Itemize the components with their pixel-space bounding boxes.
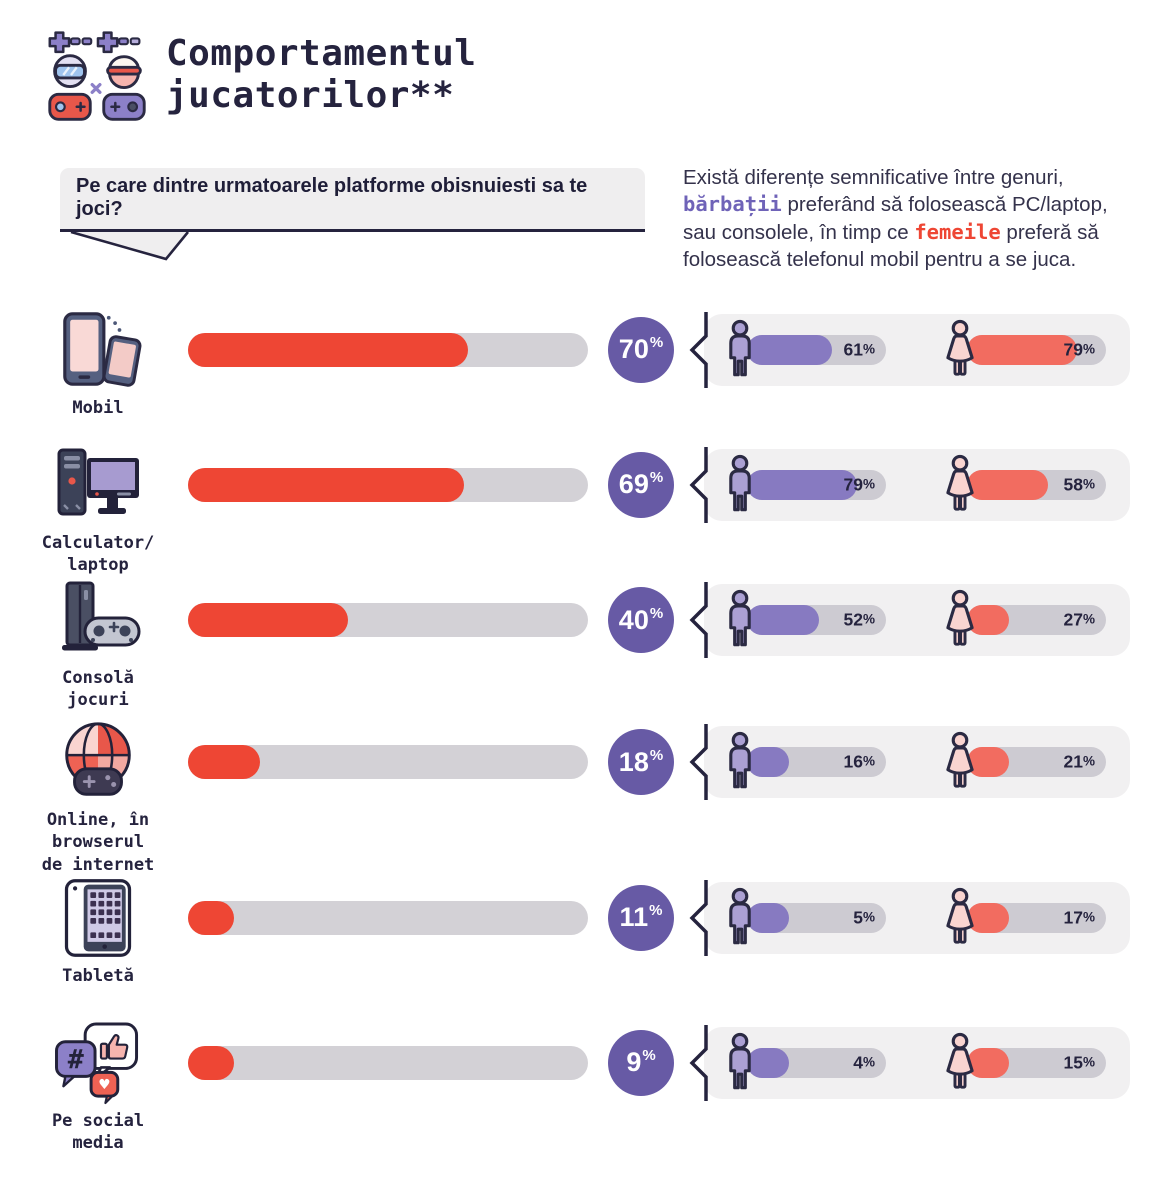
female-value: 58% bbox=[1063, 474, 1095, 495]
total-bar-track bbox=[188, 1046, 588, 1080]
gender-panel bbox=[704, 584, 1130, 656]
total-bar-track bbox=[188, 901, 588, 935]
male-group bbox=[718, 1032, 886, 1094]
row-mobil bbox=[42, 308, 1175, 419]
total-percent-badge: 40 % bbox=[608, 587, 674, 653]
total-percent-badge: 18 % bbox=[608, 729, 674, 795]
title-line-1: Comportamentul bbox=[166, 32, 477, 74]
insight-part3: preferă să folosească telefonul mobil pentru a se juca. bbox=[683, 220, 1099, 272]
male-bar-track bbox=[747, 335, 886, 365]
chevron-left-icon bbox=[687, 310, 711, 390]
insight-part2: preferând să folosească PC/laptop, sau consolele, în timp ce bbox=[683, 193, 1108, 244]
male-group bbox=[718, 319, 886, 381]
female-group bbox=[938, 887, 1106, 949]
total-percent-badge: 11 % bbox=[608, 885, 674, 951]
gamers-icon bbox=[44, 26, 150, 124]
male-icon bbox=[718, 319, 762, 381]
female-group bbox=[938, 454, 1106, 516]
total-bar-fill bbox=[188, 745, 260, 779]
female-bar-fill bbox=[967, 335, 1077, 365]
male-value: 61% bbox=[843, 339, 875, 360]
female-icon bbox=[938, 589, 982, 651]
female-group bbox=[938, 1032, 1106, 1094]
svg-text:#: # bbox=[67, 1044, 84, 1076]
row-social bbox=[42, 1021, 1175, 1154]
female-value: 79% bbox=[1063, 339, 1095, 360]
chevron-left-icon bbox=[687, 445, 711, 525]
title-line-2: jucatorilor** bbox=[166, 75, 455, 116]
female-bar-track bbox=[967, 1048, 1106, 1078]
male-icon bbox=[718, 731, 762, 793]
male-value: 5% bbox=[853, 907, 875, 928]
platform-rows bbox=[0, 308, 1175, 1154]
gender-panel bbox=[704, 882, 1130, 954]
game-console-icon bbox=[51, 578, 146, 662]
gender-panel bbox=[704, 449, 1130, 521]
total-bar-fill bbox=[188, 603, 348, 637]
male-bar-track bbox=[747, 470, 886, 500]
female-bar-track bbox=[967, 903, 1106, 933]
female-bar-track bbox=[967, 605, 1106, 635]
total-bar-track bbox=[188, 603, 588, 637]
male-bar-fill bbox=[747, 470, 857, 500]
insight-male-highlight: bărbații bbox=[683, 192, 782, 217]
female-group bbox=[938, 319, 1106, 381]
total-percent-badge: 70 % bbox=[608, 317, 674, 383]
speech-tail bbox=[68, 232, 194, 264]
male-value: 16% bbox=[843, 751, 875, 772]
tablet-icon bbox=[53, 876, 143, 960]
chevron-left-icon bbox=[687, 1023, 711, 1103]
female-icon bbox=[938, 454, 982, 516]
gender-panel bbox=[704, 314, 1130, 386]
male-value: 52% bbox=[843, 609, 875, 630]
insight-female-highlight: femeile bbox=[914, 219, 1001, 244]
row-online bbox=[42, 720, 1175, 875]
desktop-computer-icon bbox=[51, 443, 146, 527]
female-value: 21% bbox=[1063, 751, 1095, 772]
total-bar-fill bbox=[188, 333, 468, 367]
row-tableta bbox=[42, 876, 1175, 987]
page-title bbox=[166, 33, 476, 117]
male-icon bbox=[718, 454, 762, 516]
mobile-phones-icon bbox=[52, 308, 144, 392]
male-bar-track bbox=[747, 747, 886, 777]
top-section bbox=[60, 168, 1130, 274]
total-percent-badge: 69 % bbox=[608, 452, 674, 518]
male-bar-track bbox=[747, 605, 886, 635]
male-icon bbox=[718, 887, 762, 949]
female-icon bbox=[938, 731, 982, 793]
row-consola bbox=[42, 578, 1175, 711]
female-group bbox=[938, 731, 1106, 793]
platform-label: Pe social media bbox=[51, 1110, 145, 1153]
female-group bbox=[938, 589, 1106, 651]
social-media-icon bbox=[51, 1021, 146, 1105]
female-bar-track bbox=[967, 747, 1106, 777]
svg-text:♥: ♥ bbox=[97, 1076, 111, 1093]
male-value: 4% bbox=[853, 1052, 875, 1073]
total-bar-track bbox=[188, 745, 588, 779]
total-bar-fill bbox=[188, 468, 464, 502]
gender-panel bbox=[704, 726, 1130, 798]
female-bar-track bbox=[967, 335, 1106, 365]
female-value: 27% bbox=[1063, 609, 1095, 630]
total-bar-track bbox=[188, 468, 588, 502]
male-group bbox=[718, 589, 886, 651]
question-banner bbox=[60, 168, 645, 264]
female-icon bbox=[938, 319, 982, 381]
chevron-left-icon bbox=[687, 722, 711, 802]
platform-label: Tabletă bbox=[62, 965, 134, 986]
gender-panel bbox=[704, 1027, 1130, 1099]
question-text: Pe care dintre urmatoarele platforme obisnuiesti sa te joci? bbox=[60, 168, 645, 232]
insight-paragraph bbox=[683, 164, 1130, 274]
globe-gamepad-icon bbox=[51, 720, 146, 804]
male-value: 79% bbox=[843, 474, 875, 495]
male-bar-track bbox=[747, 1048, 886, 1078]
platform-label: Consolă jocuri bbox=[62, 668, 134, 711]
male-icon bbox=[718, 589, 762, 651]
female-bar-track bbox=[967, 470, 1106, 500]
platform-label: Calculator/ laptop bbox=[41, 532, 155, 576]
male-group bbox=[718, 454, 886, 516]
female-icon bbox=[938, 1032, 982, 1094]
male-icon bbox=[718, 1032, 762, 1094]
insight-part1: Există diferențe semnificative între genuri, bbox=[683, 166, 1064, 189]
female-value: 17% bbox=[1063, 907, 1095, 928]
total-percent-badge: 9 % bbox=[608, 1030, 674, 1096]
chevron-left-icon bbox=[687, 580, 711, 660]
total-bar-fill bbox=[188, 1046, 234, 1080]
total-bar-track bbox=[188, 333, 588, 367]
male-bar-track bbox=[747, 903, 886, 933]
chevron-left-icon bbox=[687, 878, 711, 958]
header bbox=[44, 26, 1175, 124]
platform-label: Online, în browserul de internet bbox=[41, 810, 155, 875]
platform-label: Mobil bbox=[72, 397, 124, 418]
male-group bbox=[718, 887, 886, 949]
row-calculator bbox=[42, 443, 1175, 576]
male-group bbox=[718, 731, 886, 793]
female-icon bbox=[938, 887, 982, 949]
female-value: 15% bbox=[1063, 1052, 1095, 1073]
total-bar-fill bbox=[188, 901, 234, 935]
